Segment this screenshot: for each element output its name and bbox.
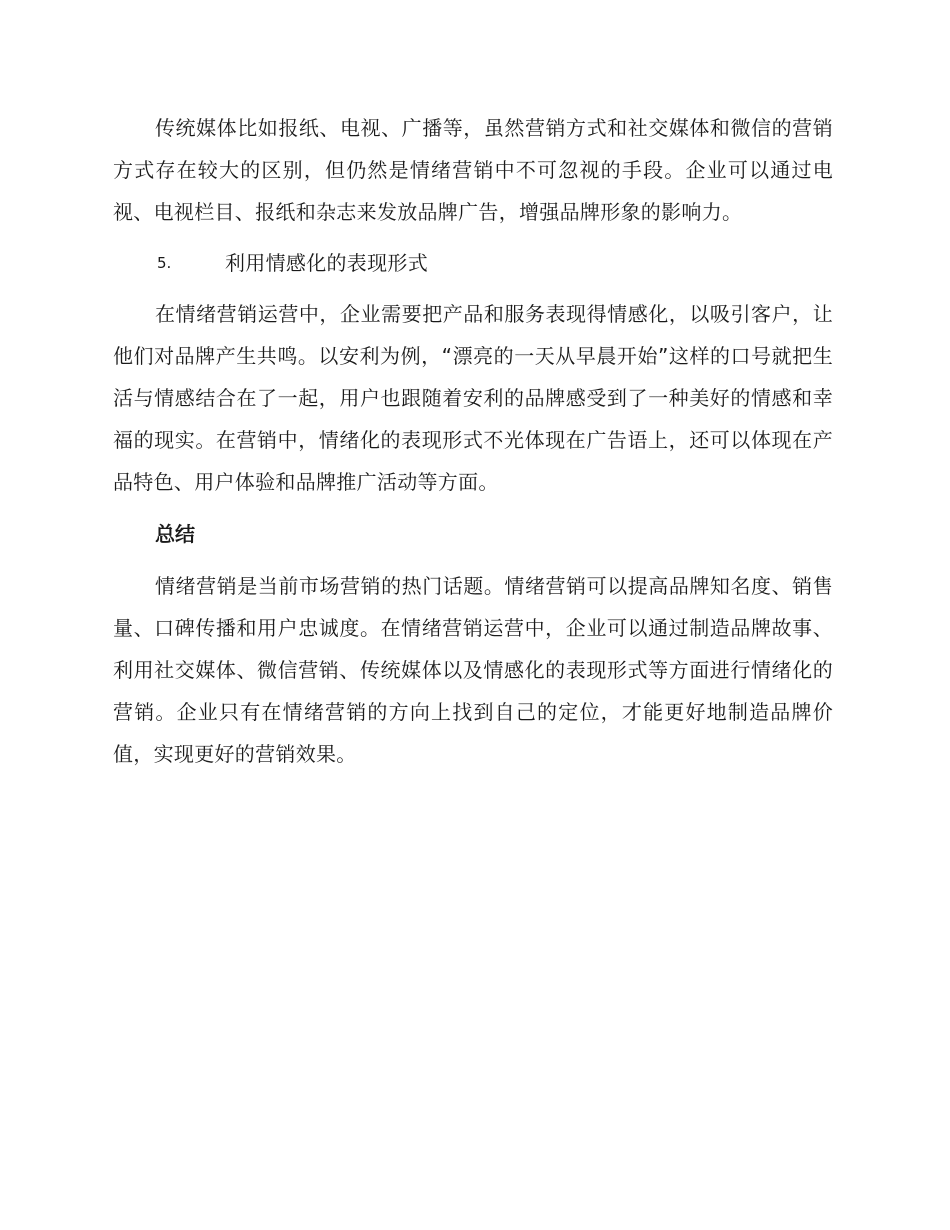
paragraph-traditional-media: 传统媒体比如报纸、电视、广播等，虽然营销方式和社交媒体和微信的营销方式存在较大的区别，但仍然是情绪营销中不可忽视的手段。企业可以通过电视、电视栏目、报纸和杂志来发放品牌广告，增强品牌形象的影响力。	[113, 116, 833, 224]
list-item-text: 利用情感化的表现形式	[225, 251, 428, 275]
summary-heading: 总结	[155, 522, 195, 546]
paragraph-summary: 情绪营销是当前市场营销的热门话题。情绪营销可以提高品牌知名度、销售量、口碑传播和用户忠诚度。在情绪营销运营中，企业可以通过制造品牌故事、利用社交媒体、微信营销、传统媒体以及情感化的表现形式等方面进行情绪化的营销。企业只有在情绪营销的方向上找到自己的定位，才能更好地制造品牌价值，实现更好的营销效果。	[113, 574, 833, 766]
list-item-5	[113, 242, 833, 284]
paragraph-emotional-expression: 在情绪营销运营中，企业需要把产品和服务表现得情感化，以吸引客户，让他们对品牌产生共鸣。以安利为例，“漂亮的一天从早晨开始”这样的口号就把生活与情感结合在了一起，用户也跟随着安利的品牌感受到了一种美好的情感和幸福的现实。在营销中，情绪化的表现形式不光体现在广告语上，还可以体现在产品特色、用户体验和品牌推广活动等方面。	[113, 302, 833, 494]
document-body	[113, 107, 833, 775]
list-item-number: 5.	[157, 254, 172, 272]
